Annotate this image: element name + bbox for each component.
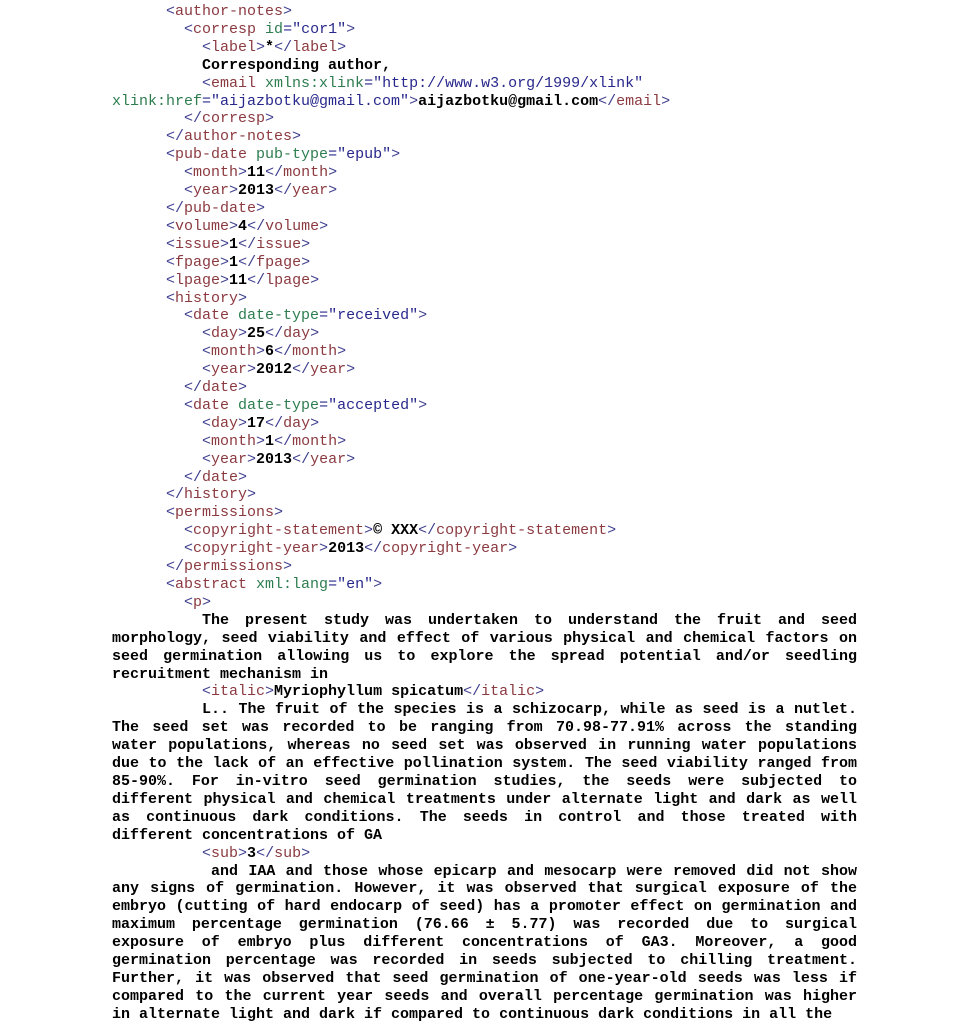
angle-bracket: > (247, 486, 257, 504)
angle-bracket: </ (256, 844, 275, 862)
attr-value: ="cor1" (283, 20, 347, 38)
code-line (184, 540, 857, 558)
angle-bracket: < (202, 432, 212, 450)
angle-bracket: > (247, 450, 257, 468)
code-line (184, 182, 857, 200)
angle-bracket: > (346, 361, 356, 379)
code-line (166, 576, 857, 594)
angle-bracket: > (301, 253, 311, 271)
angle-bracket: < (184, 593, 194, 611)
tag-name: permissions (184, 558, 284, 576)
code-line (166, 290, 857, 308)
angle-bracket: </ (292, 361, 311, 379)
angle-bracket: < (166, 271, 176, 289)
tag-name: history (175, 289, 239, 307)
tag-name: month (292, 343, 338, 361)
text-content: 2013 (256, 450, 293, 468)
angle-bracket: < (184, 20, 194, 38)
angle-bracket: < (202, 450, 212, 468)
attr-name: pub-type (256, 146, 329, 164)
tag-name: permissions (175, 504, 275, 522)
angle-bracket: < (166, 289, 176, 307)
code-line (202, 57, 857, 75)
tag-name: volume (175, 217, 230, 235)
text-content: 2013 (238, 182, 275, 200)
angle-bracket: < (202, 361, 212, 379)
angle-bracket: > (391, 146, 401, 164)
code-line (202, 451, 857, 469)
code-line (166, 486, 857, 504)
tag-name: date (202, 379, 239, 397)
angle-bracket: > (238, 325, 248, 343)
tag-name: year (193, 182, 230, 200)
angle-bracket: > (265, 683, 275, 701)
tag-name: copyright-statement (193, 522, 365, 540)
abstract-paragraph: The present study was undertaken to understand the fruit and seed morphology, seed viability and effect of various physical and chemical factors on seed germination allowing us to explore the spread potential and/or seedling recruitment mechanism in (112, 611, 857, 683)
angle-bracket: > (229, 182, 239, 200)
tag-name: fpage (256, 253, 302, 271)
angle-bracket: > (319, 217, 329, 235)
angle-bracket: > (346, 450, 356, 468)
text-content: 3 (247, 844, 257, 862)
tag-name: copyright-year (382, 540, 509, 558)
angle-bracket: > (229, 217, 239, 235)
space (229, 307, 238, 324)
angle-bracket: </ (166, 486, 185, 504)
tag-name: abstract (175, 576, 248, 593)
angle-bracket: > (202, 593, 212, 611)
angle-bracket: > (310, 325, 320, 343)
angle-bracket: </ (166, 128, 185, 146)
angle-bracket: > (607, 522, 617, 540)
code-line (202, 433, 857, 451)
tag-name: pub-date (175, 146, 248, 164)
angle-bracket: </ (265, 164, 284, 182)
space (256, 21, 265, 38)
angle-bracket: > (220, 235, 230, 253)
tag-name: author-notes (184, 128, 293, 146)
angle-bracket: </ (265, 325, 284, 343)
tag-name: lpage (175, 271, 221, 289)
text-content: 2012 (256, 361, 293, 379)
text-content: 17 (247, 414, 266, 432)
angle-bracket: > (337, 432, 347, 450)
angle-bracket: < (202, 343, 212, 361)
angle-bracket: > (247, 361, 257, 379)
angle-bracket: </ (238, 235, 257, 253)
code-line (166, 558, 857, 576)
text-content: * (265, 38, 275, 56)
space (229, 397, 238, 414)
tag-name: email (211, 74, 257, 92)
code-line (202, 683, 857, 701)
angle-bracket: > (238, 379, 248, 397)
tag-name: month (292, 432, 338, 450)
space (247, 146, 256, 163)
angle-bracket: > (346, 20, 356, 38)
angle-bracket: < (184, 540, 194, 558)
space (256, 75, 265, 92)
tag-name: volume (265, 217, 320, 235)
angle-bracket: > (256, 432, 266, 450)
angle-bracket: </ (418, 522, 437, 540)
code-line (184, 469, 857, 487)
tag-name: year (211, 450, 248, 468)
code-line (112, 93, 857, 111)
angle-bracket: < (202, 683, 212, 701)
angle-bracket: > (661, 92, 671, 110)
abstract-paragraph: and IAA and those whose epicarp and mesocarp were removed did not show any signs of germination. However, it was observed that surgical exposure of the embryo (cutting of hard endocarp of seed) has a promoter effect on germination and maximum percentage germination (76.66 ± 5.77) was recorded due to surgical exposure of embryo plus different concentrations of GA3. Moreover, a good germination percentage was recorded in seeds subjected to chilling treatment. Further, it was observed that seed germination of one-year-old seeds was less if compared to the current year seeds and overall percentage germination was higher in alternate light and dark if compared to continuous dark conditions in all the (112, 862, 857, 1023)
tag-name: year (211, 361, 248, 379)
code-line (202, 39, 857, 57)
text-content: 1 (229, 253, 239, 271)
angle-bracket: < (202, 38, 212, 56)
angle-bracket: > (328, 164, 338, 182)
angle-bracket: </ (292, 450, 311, 468)
attr-name: xlink:href (112, 92, 203, 110)
angle-bracket: > (256, 343, 266, 361)
code-line (184, 307, 857, 325)
code-line (184, 164, 857, 182)
angle-bracket: > (364, 522, 374, 540)
angle-bracket: > (220, 271, 230, 289)
text-content: 4 (238, 217, 248, 235)
angle-bracket: < (184, 182, 194, 200)
angle-bracket: < (166, 3, 176, 20)
tag-name: issue (175, 235, 221, 253)
tag-name: sub (211, 844, 239, 862)
tag-name: issue (256, 235, 302, 253)
tag-name: author-notes (175, 3, 284, 20)
tag-name: pub-date (184, 199, 257, 217)
tag-name: italic (211, 683, 266, 701)
text-content: 6 (265, 343, 275, 361)
tag-name: history (184, 486, 248, 504)
angle-bracket: > (238, 844, 248, 862)
tag-name: year (310, 450, 347, 468)
code-line (166, 218, 857, 236)
text-content: 2013 (328, 540, 365, 558)
angle-bracket: < (166, 235, 176, 253)
code-line (184, 110, 857, 128)
angle-bracket: > (373, 576, 383, 593)
tag-name: month (193, 164, 239, 182)
angle-bracket: > (301, 844, 311, 862)
tag-name: month (211, 432, 257, 450)
angle-bracket: < (166, 504, 176, 522)
angle-bracket: > (418, 307, 428, 325)
code-line (184, 594, 857, 612)
angle-bracket: > (274, 504, 284, 522)
angle-bracket: > (283, 558, 293, 576)
attr-name: xml:lang (256, 576, 329, 593)
tag-name: year (292, 182, 329, 200)
angle-bracket: < (184, 164, 194, 182)
angle-bracket: > (301, 235, 311, 253)
attr-name: xmlns:xlink (265, 74, 365, 92)
code-line (166, 146, 857, 164)
tag-name: day (211, 325, 239, 343)
code-line (166, 236, 857, 254)
code-line (166, 128, 857, 146)
angle-bracket: < (166, 217, 176, 235)
tag-name: lpage (265, 271, 311, 289)
code-line (202, 75, 857, 93)
angle-bracket: > (238, 164, 248, 182)
tag-name: date (193, 396, 230, 414)
angle-bracket: > (256, 38, 266, 56)
angle-bracket: > (238, 414, 248, 432)
angle-bracket: > (535, 683, 545, 701)
tag-name: day (211, 414, 239, 432)
tag-name: day (283, 325, 311, 343)
attr-name: date-type (238, 396, 320, 414)
tag-name: month (283, 164, 329, 182)
code-line (202, 343, 857, 361)
text-content: 11 (247, 164, 266, 182)
space (247, 576, 256, 593)
angle-bracket: </ (364, 540, 383, 558)
text-content: 11 (229, 271, 248, 289)
tag-name: corresp (202, 110, 266, 128)
angle-bracket: > (310, 271, 320, 289)
angle-bracket: </ (247, 271, 266, 289)
tag-name: fpage (175, 253, 221, 271)
angle-bracket: > (508, 540, 518, 558)
angle-bracket: </ (184, 379, 203, 397)
angle-bracket: > (238, 289, 248, 307)
tag-name: copyright-year (193, 540, 320, 558)
angle-bracket: </ (166, 558, 185, 576)
angle-bracket: < (202, 74, 212, 92)
tag-name: label (211, 38, 257, 56)
code-line (202, 325, 857, 343)
angle-bracket: </ (184, 110, 203, 128)
attr-value: ="received" (319, 307, 419, 325)
tag-name: corresp (193, 20, 257, 38)
tag-name: month (211, 343, 257, 361)
angle-bracket: > (418, 396, 428, 414)
text-content: © XXX (373, 522, 419, 540)
angle-bracket: > (256, 199, 266, 217)
angle-bracket: > (337, 38, 347, 56)
angle-bracket: </ (238, 253, 257, 271)
angle-bracket: </ (598, 92, 617, 110)
angle-bracket: </ (247, 217, 266, 235)
tag-name: copyright-statement (436, 522, 608, 540)
angle-bracket: > (328, 182, 338, 200)
tag-name: p (193, 593, 203, 611)
angle-bracket: </ (274, 432, 293, 450)
code-line (166, 254, 857, 272)
angle-bracket: > (220, 253, 230, 271)
angle-bracket: </ (265, 414, 284, 432)
abstract-paragraph: L.. The fruit of the species is a schizocarp, while as seed is a nutlet. The seed set was recorded to be ranging from 70.98-77.91% across the standing water populations, whereas no seed set was observed in running water populations due to the lack of an effective pollination system. The seed viability ranged from 85-90%. For in-vitro seed germination studies, the seeds were subjected to different physical and chemical treatments under alternate light and dark as well as continuous dark conditions. The seeds in control and those treated with different concentrations of GA (112, 701, 857, 844)
angle-bracket: </ (274, 343, 293, 361)
tag-name: italic (481, 683, 536, 701)
tag-name: email (616, 92, 662, 110)
tag-name: sub (274, 844, 302, 862)
code-line (184, 522, 857, 540)
angle-bracket: </ (274, 38, 293, 56)
angle-bracket: < (166, 146, 176, 164)
attr-value: ="epub" (328, 146, 392, 164)
tag-name: day (283, 414, 311, 432)
attr-value: ="http://www.w3.org/1999/xlink" (364, 74, 644, 92)
angle-bracket: < (202, 325, 212, 343)
text-content: 25 (247, 325, 266, 343)
text-content: Myriophyllum spicatum (274, 683, 464, 701)
tag-name: date (202, 468, 239, 486)
angle-bracket: > (310, 414, 320, 432)
angle-bracket: > (319, 540, 329, 558)
code-line (166, 504, 857, 522)
tag-name: year (310, 361, 347, 379)
text-content: Corresponding author, (202, 56, 392, 74)
angle-bracket: < (184, 307, 194, 325)
angle-bracket: < (166, 576, 176, 593)
tag-name: date (193, 307, 230, 325)
angle-bracket: </ (184, 468, 203, 486)
text-content: aijazbotku@gmail.com (418, 92, 599, 110)
angle-bracket: </ (274, 182, 293, 200)
angle-bracket: </ (166, 199, 185, 217)
code-line (166, 272, 857, 290)
attr-value: ="accepted" (319, 396, 419, 414)
attr-value: ="en" (328, 576, 374, 593)
angle-bracket: < (166, 253, 176, 271)
code-line (184, 397, 857, 415)
angle-bracket: > (238, 468, 248, 486)
angle-bracket: > (337, 343, 347, 361)
angle-bracket: > (265, 110, 275, 128)
code-line (202, 361, 857, 379)
angle-bracket: </ (463, 683, 482, 701)
angle-bracket: < (184, 396, 194, 414)
code-line (166, 3, 857, 21)
angle-bracket: < (202, 414, 212, 432)
angle-bracket: > (292, 128, 302, 146)
angle-bracket: < (202, 844, 212, 862)
angle-bracket: > (283, 3, 293, 20)
code-line (166, 200, 857, 218)
code-line (184, 379, 857, 397)
text-content: 1 (265, 432, 275, 450)
tag-name: label (292, 38, 338, 56)
text-content: 1 (229, 235, 239, 253)
attr-value: ="aijazbotku@gmail.com" (202, 92, 410, 110)
code-line (202, 845, 857, 863)
angle-bracket: < (184, 522, 194, 540)
attr-name: id (265, 20, 284, 38)
attr-name: date-type (238, 307, 320, 325)
angle-bracket: > (409, 92, 419, 110)
code-line (184, 21, 857, 39)
code-line (202, 415, 857, 433)
